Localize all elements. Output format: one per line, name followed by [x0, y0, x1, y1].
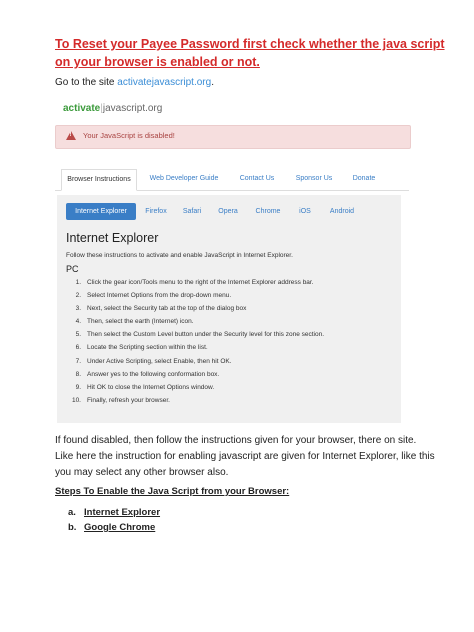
body-paragraph: If found disabled, then follow the instructions given for your browser, there on site. Like here the instruction for enabling javascript are given for Internet Explorer, like this you may select any other browser also.	[55, 435, 435, 478]
embedded-screenshot	[55, 97, 410, 427]
document-page: To Reset your Payee Password first check whether the java script on your browser is enabled or not. Go to the site activatejavascript.org. activate|javascript.org ! Your JavaScript is disabled! Browser Instructions Web Developer Guide Contact Us Sponsor Us Donate Internet Explorer Firefox Safari Opera Chrome iOS Android Internet Explorer Follow these instructions to activate and enable JavaScript in Internet Explorer. PC 1. Click the gear icon/Tools menu to the right of the Internet Explorer address bar. 2. Select Internet Options from the drop-down menu. 3. Next, select the Security tab at the top of the dialog box 4. Then, select the earth (Internet) icon. 5. Then select the Custom Level button under the Security level for this zone section. 6. Locate the Scripting section within the list. 7. Under Active Scripting, select Enable, then hit OK. 8. Answer yes to the following conformation box. 9. Hit OK to close the Internet Options window. 10. Finally, refresh your browser. If found disabled, then follow the instructions given for your browser, there on site. Like here the instruction for enabling javascript are given for Internet Explorer, like this you may select any other browser also. Steps To Enable the Java Script from your Browser: a. Internet Explorer b. Google Chrome	[0, 0, 474, 632]
browser-tab-firefox[interactable]: Firefox	[145, 208, 167, 215]
browser-tab-internet-explorer[interactable]: Internet Explorer	[66, 203, 136, 220]
browser-tab-chrome[interactable]: Chrome	[255, 208, 281, 215]
step-item: 2. Select Internet Options from the drop-down menu.	[75, 292, 232, 300]
tab-contact-us[interactable]: Contact Us	[239, 175, 275, 182]
step-item: 1. Click the gear icon/Tools menu to the right of the Internet Explorer address bar.	[75, 279, 314, 286]
top-tabs	[55, 169, 409, 191]
js-disabled-alert	[55, 125, 411, 149]
instructions-panel	[57, 195, 401, 423]
browser-tab-opera[interactable]: Opera	[218, 208, 238, 215]
tab-sponsor-us[interactable]: Sponsor Us	[295, 175, 333, 182]
step-item: 4. Then, select the earth (Internet) icon.	[75, 318, 194, 326]
step-item: 3. Next, select the Security tab at the top of the dialog box	[75, 305, 247, 313]
alert-text: Your JavaScript is disabled!	[83, 131, 175, 140]
step-item: 5. Then select the Custom Level button under the Security level for this zone section.	[75, 331, 325, 339]
steps-heading: Steps To Enable the Java Script from your Browser:	[55, 486, 290, 497]
warning-icon	[66, 131, 76, 140]
panel-title: Internet Explorer	[66, 231, 159, 245]
steps-list	[66, 276, 396, 407]
site-link[interactable]: activatejavascript.org	[117, 77, 212, 88]
step-item: 6. Locate the Scripting section within the list.	[75, 344, 208, 352]
browser-tab-ios[interactable]: iOS	[299, 208, 311, 215]
intro-line	[55, 77, 214, 88]
step-item: 10. Finally, refresh your browser.	[71, 396, 170, 404]
platform-label: PC	[66, 264, 79, 274]
tab-web-developer-guide[interactable]: Web Developer Guide	[149, 175, 219, 182]
browser-tab-android[interactable]: Android	[329, 208, 355, 215]
intro-suffix: .	[211, 77, 214, 88]
tab-browser-instructions[interactable]: Browser Instructions	[61, 169, 137, 191]
step-item: 9. Hit OK to close the Internet Options window.	[75, 383, 215, 391]
site-logo: activate|javascript.org	[63, 103, 163, 114]
step-item: 8. Answer yes to the following conformation box.	[75, 370, 220, 378]
step-item: 7. Under Active Scripting, select Enable, then hit OK.	[75, 357, 232, 365]
intro-prefix: Go to the site	[55, 77, 118, 88]
browser-tab-safari[interactable]: Safari	[182, 208, 202, 215]
tab-donate[interactable]: Donate	[352, 175, 376, 182]
document-heading: To Reset your Payee Password first check whether the java script on your browser is enabled or not.	[55, 37, 445, 69]
panel-subtitle: Follow these instructions to activate and enable JavaScript in Internet Explorer.	[66, 252, 293, 259]
